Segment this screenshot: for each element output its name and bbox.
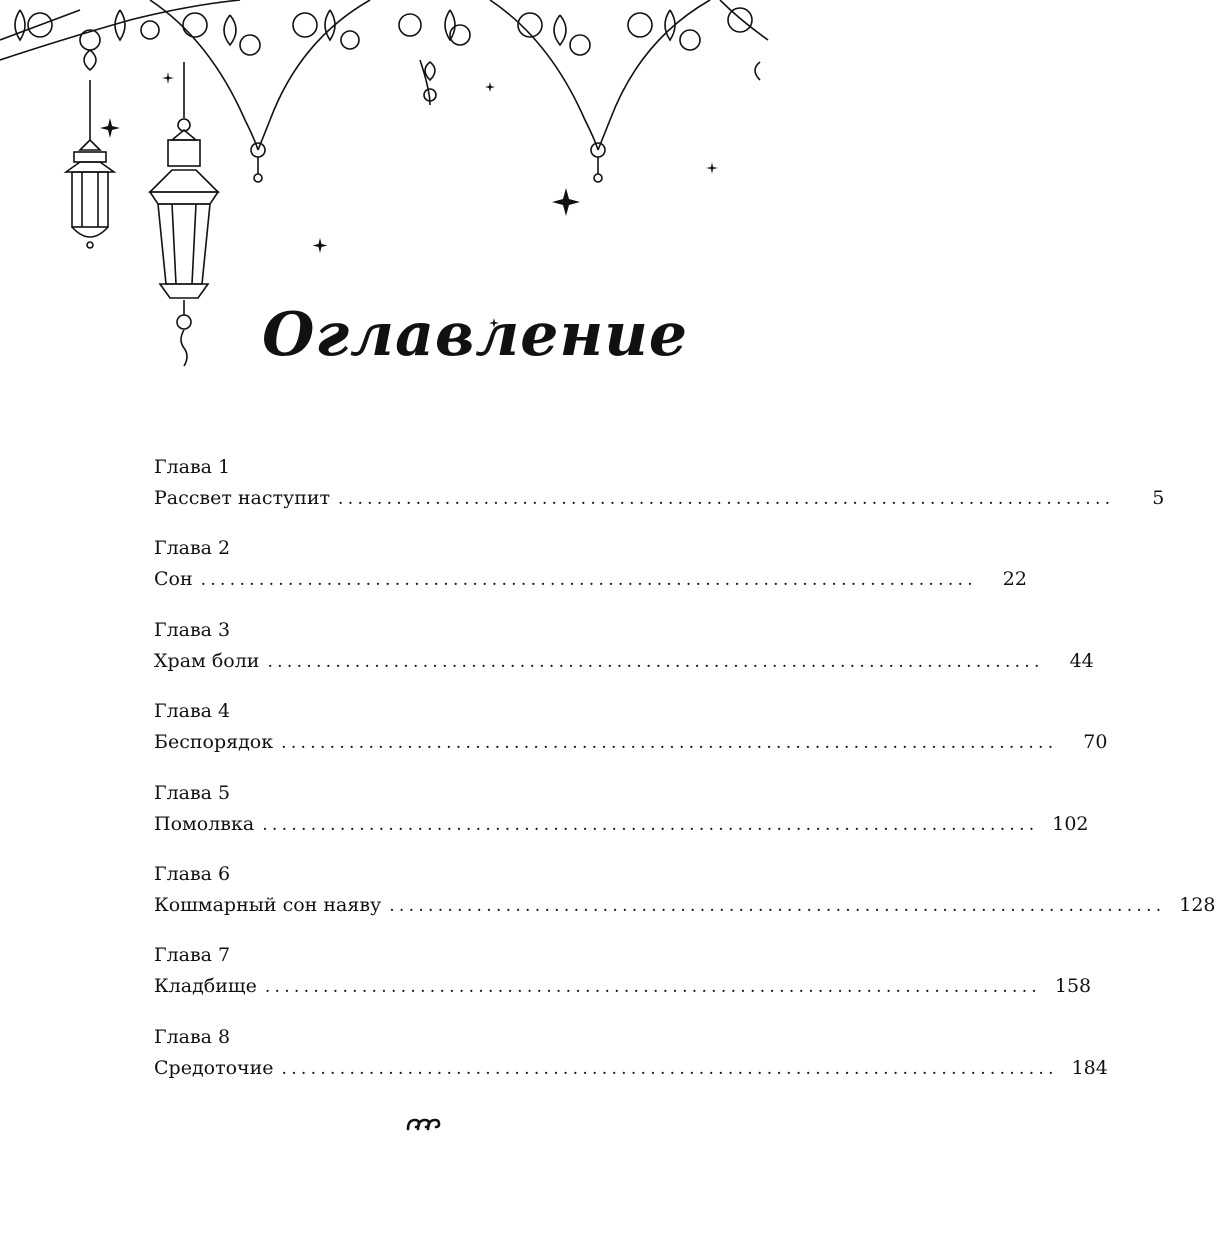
chapter-number: Глава 2: [154, 537, 231, 560]
chapter-title: Помолвка: [154, 812, 255, 835]
page-title: Оглавление: [262, 300, 688, 370]
toc-entry: [154, 859, 1216, 940]
chapter-title: Беспорядок: [154, 731, 274, 754]
chapter-number: Глава 6: [154, 862, 231, 885]
toc-entry: [154, 778, 1089, 859]
dot-leader: ................................................................................: [338, 489, 1115, 509]
chapter-row: [154, 1052, 1108, 1084]
chapter-row: [154, 563, 1027, 595]
dot-leader: ................................................................................: [262, 814, 1039, 835]
chapter-page: 5: [1152, 487, 1165, 509]
chapter-number: Глава 1: [154, 456, 231, 478]
chapter-page: 70: [1083, 731, 1108, 754]
chapter-number: Глава 5: [154, 781, 231, 804]
toc-entry: [154, 1022, 1108, 1103]
chapter-page: 158: [1054, 975, 1092, 998]
chapter-row: [154, 645, 1094, 677]
chapter-page: 184: [1071, 1056, 1108, 1079]
dot-leader: ................................................................................: [267, 651, 1044, 672]
chapter-page: 44: [1069, 649, 1094, 672]
toc-entry: [154, 696, 1108, 777]
chapter-row: [154, 726, 1108, 758]
toc-entry: [154, 615, 1094, 696]
chapter-page: 22: [1002, 568, 1027, 591]
dot-leader: ................................................................................: [281, 733, 1058, 754]
chapter-row: [154, 970, 1092, 1002]
chapter-number: Глава 3: [154, 618, 231, 641]
chapter-title: Средоточие: [154, 1056, 274, 1079]
swirl-ornament-icon: [404, 1115, 440, 1135]
chapter-row: [154, 482, 1165, 514]
dot-leader: ................................................................................: [264, 977, 1042, 998]
toc-entry: [154, 940, 1092, 1021]
chapter-title: Сон: [154, 568, 193, 591]
chapter-title: Кладбище: [154, 975, 257, 998]
chapter-page: 128: [1179, 893, 1216, 916]
table-of-contents: [154, 452, 1216, 1103]
toc-entry: [154, 533, 1027, 614]
dot-leader: ................................................................................: [200, 570, 977, 591]
chapter-title: Кошмарный сон наяву: [154, 893, 382, 916]
chapter-title: Храм боли: [154, 649, 260, 672]
toc-entry: [154, 452, 1165, 533]
chapter-number: Глава 7: [154, 944, 231, 967]
chapter-number: Глава 4: [154, 700, 231, 723]
chapter-row: [154, 808, 1089, 840]
chapter-title: Рассвет наступит: [154, 487, 331, 509]
dot-leader: ................................................................................: [389, 895, 1166, 916]
chapter-page: 102: [1052, 812, 1089, 835]
dot-leader: ................................................................................: [281, 1058, 1058, 1079]
chapter-number: Глава 8: [154, 1025, 231, 1048]
chapter-row: [154, 889, 1216, 921]
